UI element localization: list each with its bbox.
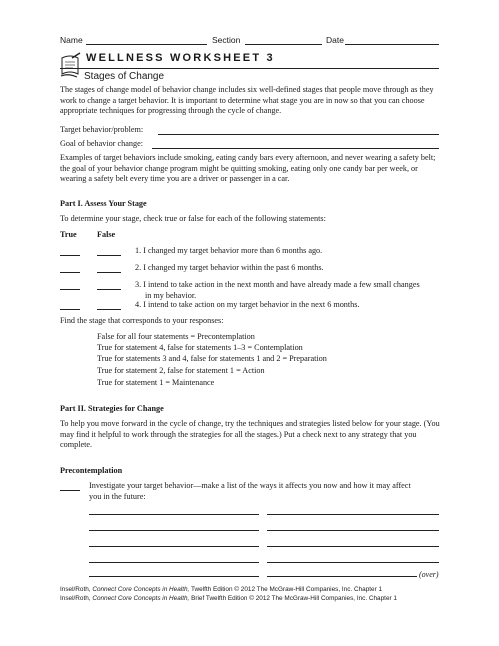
stage-maintenance: True for statement 1 = Maintenance xyxy=(97,378,215,387)
answer-line-right-2[interactable] xyxy=(267,530,439,531)
true-blank-1[interactable] xyxy=(60,255,80,256)
true-blank-4[interactable] xyxy=(60,309,80,310)
part1-heading: Part I. Assess Your Stage xyxy=(60,199,147,208)
false-blank-3[interactable] xyxy=(97,289,121,290)
worksheet-title: WELLNESS WORKSHEET 3 xyxy=(86,52,275,64)
statement-4: 4. I intend to take action on my target behavior in the next 6 months. xyxy=(135,300,360,309)
goal-field[interactable] xyxy=(152,148,439,149)
answer-line-left-2[interactable] xyxy=(89,530,259,531)
answer-line-right-5[interactable] xyxy=(267,576,417,577)
worksheet-subtitle: Stages of Change xyxy=(84,71,165,82)
false-column-header: False xyxy=(97,230,116,239)
part2-paragraph: To help you move forward in the cycle of change, try the techniques and strategies listed below for your stage. (You may find it helpful to work through the strategies for all the stages.) Put a check next to any strategy that you complete. xyxy=(60,419,440,449)
stage-action: True for statement 2, false for statement 1 = Action xyxy=(97,366,265,375)
statement-1: 1. I changed my target behavior more than 6 months ago. xyxy=(135,246,323,255)
true-column-header: True xyxy=(60,230,77,239)
stage-preparation: True for statements 3 and 4, false for statements 1 and 2 = Preparation xyxy=(97,354,327,363)
false-blank-2[interactable] xyxy=(97,272,121,273)
target-behavior-label: Target behavior/problem: xyxy=(60,125,144,134)
true-blank-3[interactable] xyxy=(60,289,80,290)
name-field[interactable] xyxy=(86,44,207,45)
name-label: Name xyxy=(60,35,83,45)
footer-citation-2: Insel/Roth, Connect Core Concepts in Health, Brief Twelfth Edition © 2012 The McGraw-Hill Companies, Inc. Chapter 1 xyxy=(60,595,397,602)
answer-line-right-3[interactable] xyxy=(267,546,439,547)
find-stage-text: Find the stage that corresponds to your responses: xyxy=(60,316,224,325)
part1-instruction: To determine your stage, check true or false for each of the following statements: xyxy=(60,214,326,223)
false-blank-1[interactable] xyxy=(97,255,121,256)
answer-line-left-5[interactable] xyxy=(89,576,259,577)
strategy-checkbox-1[interactable] xyxy=(60,490,80,491)
answer-line-left-4[interactable] xyxy=(89,562,259,563)
answer-line-left-3[interactable] xyxy=(89,546,259,547)
statement-2: 2. I changed my target behavior within the past 6 months. xyxy=(135,263,324,272)
date-label: Date xyxy=(326,35,344,45)
title-rule xyxy=(60,68,439,69)
section-field[interactable] xyxy=(245,44,322,45)
false-blank-4[interactable] xyxy=(97,309,121,310)
footer-citation-1: Insel/Roth, Connect Core Concepts in Health, Twelfth Edition © 2012 The McGraw-Hill Companies, Inc. Chapter 1 xyxy=(60,586,383,593)
pen-logo-icon xyxy=(58,52,82,82)
date-field[interactable] xyxy=(345,44,439,45)
answer-line-right-4[interactable] xyxy=(267,562,439,563)
section-label: Section xyxy=(212,35,241,45)
answer-line-right-1[interactable] xyxy=(267,514,439,515)
examples-paragraph: Examples of target behaviors include smoking, eating candy bars every afternoon, and never wearing a safety belt; the goal of your behavior change program might be quitting smoking, eating only one candy bar per week, or wearing a safety belt every time you are a driver or passenger in a car. xyxy=(60,153,436,183)
stage-precontemplation: False for all four statements = Precontemplation xyxy=(97,332,255,341)
strategy-1-text-continued: you in the future: xyxy=(89,492,146,501)
intro-paragraph: The stages of change model of behavior change includes six well-defined stages that people move through as they work to change a target behavior. It is important to determine what stage you are in now so that you can choose appropriate techniques for progressing through the cycle of change. xyxy=(60,85,434,115)
target-behavior-field[interactable] xyxy=(158,134,439,135)
part2-heading: Part II. Strategies for Change xyxy=(60,404,164,413)
answer-line-left-1[interactable] xyxy=(89,514,259,515)
strategy-1-text: Investigate your target behavior—make a list of the ways it affects you now and how it may affect xyxy=(89,481,411,490)
true-blank-2[interactable] xyxy=(60,272,80,273)
statement-3-continued: in my behavior. xyxy=(145,291,197,300)
goal-label: Goal of behavior change: xyxy=(60,139,143,148)
statement-3: 3. I intend to take action in the next month and have already made a few small changes xyxy=(135,280,420,289)
stage-contemplation: True for statement 4, false for statements 1–3 = Contemplation xyxy=(97,343,303,352)
over-indicator: (over) xyxy=(419,570,439,579)
precontemplation-heading: Precontemplation xyxy=(60,466,123,475)
